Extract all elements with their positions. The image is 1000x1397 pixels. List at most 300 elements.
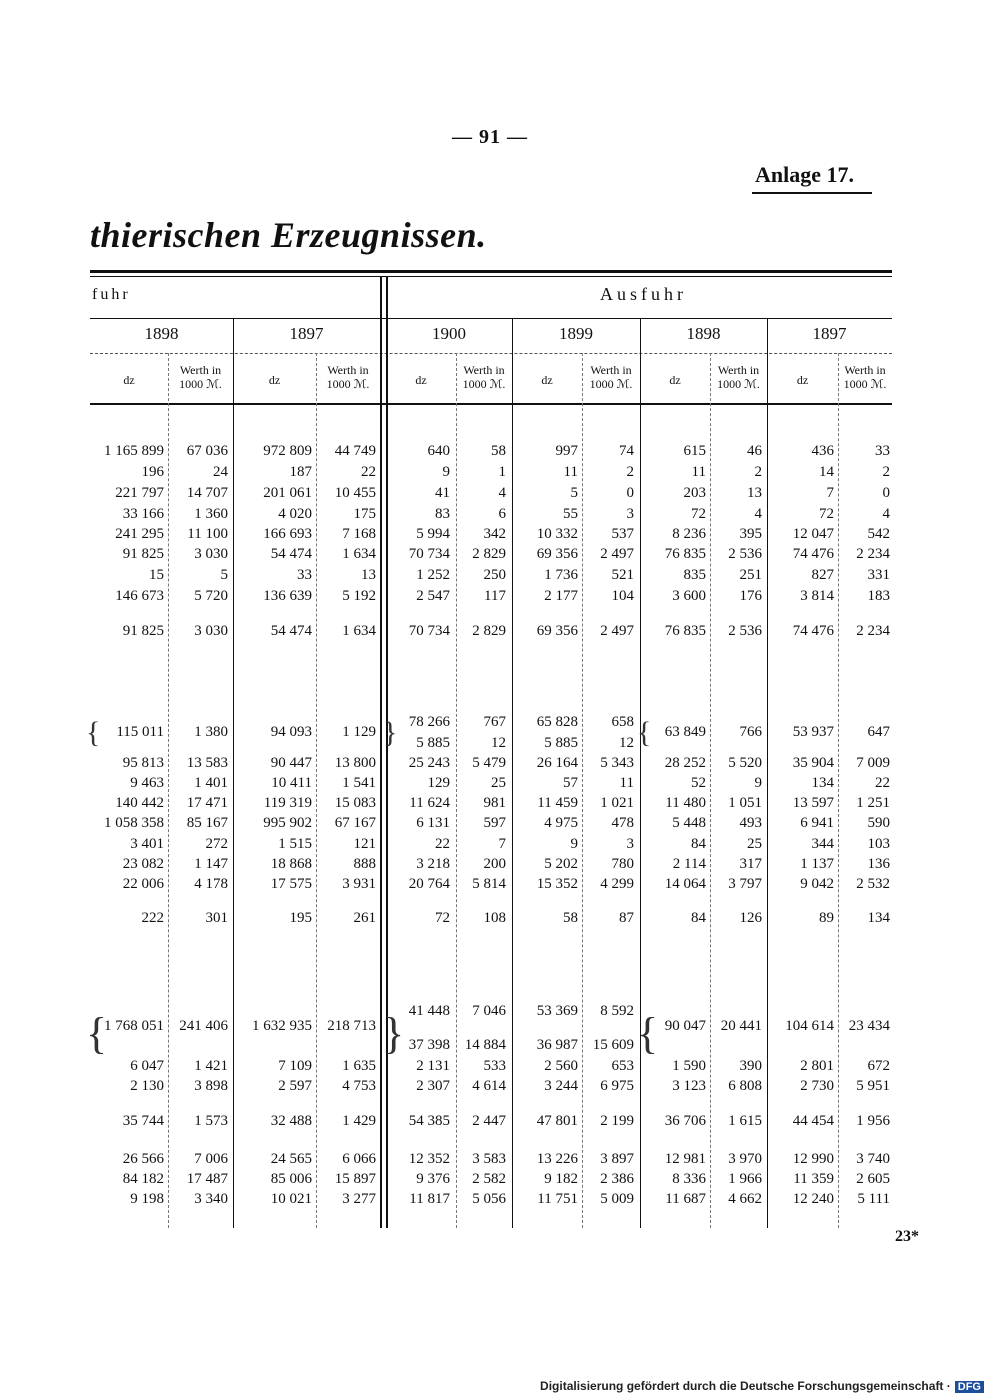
table-cell: 44 749 — [334, 443, 376, 459]
appendix-label: Anlage 17. — [755, 162, 854, 187]
table-cell: 2 801 — [800, 1058, 834, 1074]
table-cell: 57 — [563, 775, 578, 791]
table-cell: 53 937 — [792, 724, 834, 740]
table-cell: 8 336 — [672, 1171, 706, 1187]
table-cell: 12 — [619, 735, 634, 751]
table-cell: 54 385 — [408, 1113, 450, 1129]
table-cell: 2 131 — [416, 1058, 450, 1074]
table-cell: 10 021 — [270, 1191, 312, 1207]
table-cell: 14 884 — [464, 1037, 506, 1053]
table-cell: 2 447 — [472, 1113, 506, 1129]
table-cell: 5 009 — [600, 1191, 634, 1207]
table-cell: 222 — [141, 910, 164, 926]
table-cell: 9 — [570, 836, 578, 852]
table-cell: 590 — [867, 815, 890, 831]
table-cell: 183 — [867, 588, 890, 604]
table-cell: 3 — [626, 836, 634, 852]
table-cell: 4 — [882, 506, 890, 522]
table-cell: 767 — [483, 714, 506, 730]
table-cell: 3 600 — [672, 588, 706, 604]
table-cell: 200 — [483, 856, 506, 872]
header-rule-2 — [90, 353, 892, 354]
table-cell: 1 634 — [342, 546, 376, 562]
brace-mid-3: } — [383, 1009, 405, 1058]
year-header: 1897 — [812, 324, 847, 343]
table-cell: 9 198 — [130, 1191, 164, 1207]
table-cell: 33 166 — [122, 506, 164, 522]
table-cell: 6 131 — [416, 815, 450, 831]
table-cell: 537 — [611, 526, 634, 542]
table-cell: 3 340 — [194, 1191, 228, 1207]
table-cell: 2 199 — [600, 1113, 634, 1129]
table-cell: 10 411 — [271, 775, 312, 791]
table-cell: 5 814 — [472, 876, 506, 892]
table-cell: 2 307 — [416, 1078, 450, 1094]
table-cell: 250 — [483, 567, 506, 583]
year-header: 1898 — [144, 324, 179, 343]
table-cell: 9 463 — [130, 775, 164, 791]
table-cell: 0 — [882, 485, 890, 501]
table-cell: 493 — [739, 815, 762, 831]
table-cell: 1 058 358 — [104, 815, 164, 831]
table-cell: 1 632 935 — [252, 1018, 312, 1034]
table-cell: 76 835 — [664, 623, 706, 639]
table-cell: 14 064 — [664, 876, 706, 892]
table-cell: 10 455 — [334, 485, 376, 501]
table-cell: 5 720 — [194, 588, 228, 604]
table-cell: 33 — [297, 567, 312, 583]
table-cell: 3 — [626, 506, 634, 522]
table-cell: 54 474 — [270, 546, 312, 562]
table-cell: 103 — [867, 836, 890, 852]
table-cell: 25 — [491, 775, 506, 791]
signature-mark: 23* — [895, 1228, 919, 1245]
dfg-logo: DFG — [955, 1381, 984, 1393]
table-cell: 1 956 — [856, 1113, 890, 1129]
table-cell: 17 575 — [270, 876, 312, 892]
brace-mid-2: { — [637, 716, 652, 749]
table-cell: 640 — [427, 443, 450, 459]
table-cell: 176 — [739, 588, 762, 604]
table-cell: 91 825 — [122, 623, 164, 639]
table-cell: 20 441 — [720, 1018, 762, 1034]
table-cell: 7 006 — [194, 1151, 228, 1167]
table-cell: 218 713 — [327, 1018, 376, 1034]
table-cell: 3 030 — [194, 546, 228, 562]
table-cell: 2 130 — [130, 1078, 164, 1094]
table-cell: 15 609 — [592, 1037, 634, 1053]
table-cell: 23 082 — [122, 856, 164, 872]
table-cell: 521 — [611, 567, 634, 583]
table-cell: 187 — [289, 464, 312, 480]
table-cell: 26 566 — [122, 1151, 164, 1167]
table-cell: 1 380 — [194, 724, 228, 740]
table-cell: 241 406 — [179, 1018, 228, 1034]
table-cell: 6 975 — [600, 1078, 634, 1094]
table-cell: 8 592 — [600, 1003, 634, 1019]
table-cell: 1 021 — [600, 795, 634, 811]
table-cell: 658 — [611, 714, 634, 730]
table-cell: 2 605 — [856, 1171, 890, 1187]
table-cell: 108 — [483, 910, 506, 926]
table-cell: 4 — [754, 506, 762, 522]
table-cell: 390 — [739, 1058, 762, 1074]
table-cell: 2 582 — [472, 1171, 506, 1187]
table-cell: 542 — [867, 526, 890, 542]
table-cell: 4 020 — [278, 506, 312, 522]
value-header: Werth in 1000 ℳ. — [717, 363, 760, 391]
table-cell: 2 536 — [728, 623, 762, 639]
table-cell: 5 885 — [416, 735, 450, 751]
table-cell: 104 614 — [785, 1018, 834, 1034]
footer-text: Digitalisierung gefördert durch die Deutsche Forschungsgemeinschaft · — [540, 1379, 951, 1393]
table-cell: 221 797 — [115, 485, 164, 501]
table-cell: 7 — [498, 836, 506, 852]
table-cell: 15 897 — [334, 1171, 376, 1187]
table-cell: 84 — [691, 910, 706, 926]
table-cell: 5 056 — [472, 1191, 506, 1207]
table-cell: 1 635 — [342, 1058, 376, 1074]
brace-left-2: { — [86, 1009, 108, 1058]
table-cell: 28 252 — [664, 755, 706, 771]
table-cell: 13 800 — [334, 755, 376, 771]
table-cell: 1 515 — [278, 836, 312, 852]
table-cell: 196 — [141, 464, 164, 480]
table-cell: 69 356 — [536, 623, 578, 639]
table-cell: 54 474 — [270, 623, 312, 639]
table-cell: 134 — [811, 775, 834, 791]
table-cell: 6 808 — [728, 1078, 762, 1094]
table-cell: 3 814 — [800, 588, 834, 604]
table-cell: 780 — [611, 856, 634, 872]
table-cell: 41 — [435, 485, 450, 501]
table-cell: 2 597 — [278, 1078, 312, 1094]
table-cell: 6 941 — [800, 815, 834, 831]
table-cell: 121 — [353, 836, 376, 852]
table-cell: 195 — [289, 910, 312, 926]
table-cell: 9 — [442, 464, 450, 480]
table-cell: 2 234 — [856, 623, 890, 639]
table-cell: 17 487 — [186, 1171, 228, 1187]
table-cell: 647 — [867, 724, 890, 740]
dz-header: dz — [796, 373, 809, 387]
table-cell: 41 448 — [408, 1003, 450, 1019]
table-cell: 3 277 — [342, 1191, 376, 1207]
table-cell: 84 182 — [122, 1171, 164, 1187]
table-cell: 1 129 — [342, 724, 376, 740]
table-cell: 3 797 — [728, 876, 762, 892]
table-cell: 9 182 — [544, 1171, 578, 1187]
table-cell: 251 — [739, 567, 762, 583]
value-header: Werth in 1000 ℳ. — [462, 363, 506, 391]
table-cell: 3 123 — [672, 1078, 706, 1094]
table-cell: 6 — [498, 506, 506, 522]
table-cell: 1 590 — [672, 1058, 706, 1074]
table-cell: 7 — [826, 485, 834, 501]
dz-header: dz — [123, 373, 135, 387]
table-cell: 72 — [819, 506, 834, 522]
table-cell: 5 479 — [472, 755, 506, 771]
table-cell: 1 252 — [416, 567, 450, 583]
table-cell: 8 236 — [672, 526, 706, 542]
table-cell: 3 401 — [130, 836, 164, 852]
table-cell: 85 006 — [270, 1171, 312, 1187]
header-rule-3 — [90, 403, 892, 405]
table-cell: 13 597 — [792, 795, 834, 811]
table-cell: 4 662 — [728, 1191, 762, 1207]
table-cell: 25 — [747, 836, 762, 852]
table-cell: 11 480 — [665, 795, 706, 811]
table-cell: 17 471 — [186, 795, 228, 811]
table-cell: 2 497 — [600, 623, 634, 639]
table-cell: 12 352 — [408, 1151, 450, 1167]
table-cell: 5 448 — [672, 815, 706, 831]
table-cell: 4 753 — [342, 1078, 376, 1094]
table-cell: 13 226 — [536, 1151, 578, 1167]
table-cell: 4 614 — [472, 1078, 506, 1094]
table-cell: 119 319 — [263, 795, 312, 811]
table-cell: 136 639 — [263, 588, 312, 604]
table-cell: 2 536 — [728, 546, 762, 562]
table-cell: 1 573 — [194, 1113, 228, 1129]
table-cell: 33 — [875, 443, 890, 459]
table-cell: 55 — [563, 506, 578, 522]
table-cell: 597 — [483, 815, 506, 831]
table-cell: 7 109 — [278, 1058, 312, 1074]
table-cell: 3 898 — [194, 1078, 228, 1094]
table-cell: 72 — [435, 910, 450, 926]
table-cell: 74 476 — [792, 623, 834, 639]
table-cell: 888 — [353, 856, 376, 872]
table-cell: 972 809 — [263, 443, 312, 459]
table-cell: 835 — [683, 567, 706, 583]
brace-left-1: { — [86, 716, 101, 749]
table-cell: 1 615 — [728, 1113, 762, 1129]
table-cell: 58 — [491, 443, 506, 459]
table-cell: 11 — [619, 775, 634, 791]
table-cell: 3 583 — [472, 1151, 506, 1167]
table-cell: 2 — [882, 464, 890, 480]
table-cell: 3 740 — [856, 1151, 890, 1167]
table-cell: 5 — [570, 485, 578, 501]
table-cell: 2 — [626, 464, 634, 480]
table-cell: 117 — [484, 588, 506, 604]
table-cell: 1 360 — [194, 506, 228, 522]
table-cell: 89 — [819, 910, 834, 926]
table-cell: 24 565 — [270, 1151, 312, 1167]
table-cell: 2 560 — [544, 1058, 578, 1074]
table-cell: 13 583 — [186, 755, 228, 771]
table-cell: 5 885 — [544, 735, 578, 751]
table-cell: 63 849 — [664, 724, 706, 740]
table-cell: 2 730 — [800, 1078, 834, 1094]
table-top-rule — [90, 270, 892, 273]
table-cell: 136 — [867, 856, 890, 872]
table-cell: 22 — [435, 836, 450, 852]
table-cell: 6 047 — [130, 1058, 164, 1074]
table-cell: 91 825 — [122, 546, 164, 562]
table-cell: 9 042 — [800, 876, 834, 892]
table-cell: 10 332 — [536, 526, 578, 542]
table-cell: 104 — [611, 588, 634, 604]
table-cell: 20 764 — [408, 876, 450, 892]
table-cell: 201 061 — [263, 485, 312, 501]
table-cell: 22 — [875, 775, 890, 791]
table-cell: 13 — [361, 567, 376, 583]
table-cell: 272 — [205, 836, 228, 852]
table-cell: 129 — [427, 775, 450, 791]
header-import: fuhr — [92, 286, 131, 303]
table-cell: 5 111 — [857, 1191, 890, 1207]
table-cell: 35 744 — [122, 1113, 164, 1129]
table-cell: 22 — [361, 464, 376, 480]
table-cell: 301 — [205, 910, 228, 926]
table-cell: 11 687 — [665, 1191, 706, 1207]
table-cell: 3 030 — [194, 623, 228, 639]
table-cell: 36 706 — [664, 1113, 706, 1129]
table-cell: 1 768 051 — [104, 1018, 164, 1034]
table-cell: 5 202 — [544, 856, 578, 872]
value-header: Werth in 1000 ℳ. — [589, 363, 633, 391]
table-cell: 175 — [353, 506, 376, 522]
table-cell: 85 167 — [186, 815, 228, 831]
page-title: thierischen Erzeugnissen. — [90, 215, 487, 255]
value-header: Werth in 1000 ℳ. — [843, 363, 887, 391]
year-header: 1898 — [686, 324, 721, 343]
table-cell: 2 532 — [856, 876, 890, 892]
table-cell: 478 — [611, 815, 634, 831]
table-cell: 12 — [491, 735, 506, 751]
table-cell: 126 — [739, 910, 762, 926]
table-cell: 90 447 — [270, 755, 312, 771]
table-cell: 11 100 — [187, 526, 228, 542]
dz-header: dz — [415, 373, 427, 387]
table-cell: 4 — [498, 485, 506, 501]
table-cell: 37 398 — [408, 1037, 450, 1053]
table-cell: 14 707 — [186, 485, 228, 501]
table-cell: 1 429 — [342, 1113, 376, 1129]
table-cell: 1 421 — [194, 1058, 228, 1074]
table-cell: 15 352 — [536, 876, 578, 892]
table-cell: 1 251 — [856, 795, 890, 811]
table-cell: 22 006 — [122, 876, 164, 892]
table-cell: 5 520 — [728, 755, 762, 771]
table-cell: 32 488 — [270, 1113, 312, 1129]
table-cell: 615 — [683, 443, 706, 459]
table-cell: 11 817 — [409, 1191, 450, 1207]
table-cell: 12 990 — [792, 1151, 834, 1167]
table-cell: 2 829 — [472, 623, 506, 639]
table-cell: 76 835 — [664, 546, 706, 562]
table-cell: 15 083 — [334, 795, 376, 811]
table-cell: 70 734 — [408, 546, 450, 562]
table-cell: 2 547 — [416, 588, 450, 604]
table-cell: 12 240 — [792, 1191, 834, 1207]
table-cell: 261 — [353, 910, 376, 926]
table-cell: 203 — [683, 485, 706, 501]
table-cell: 3 931 — [342, 876, 376, 892]
table-cell: 134 — [867, 910, 890, 926]
table-cell: 331 — [867, 567, 890, 583]
table-cell: 53 369 — [536, 1003, 578, 1019]
table-cell: 146 673 — [115, 588, 164, 604]
table-cell: 74 — [619, 443, 634, 459]
table-cell: 1 541 — [342, 775, 376, 791]
table-cell: 58 — [563, 910, 578, 926]
table-cell: 766 — [739, 724, 762, 740]
table-cell: 5 — [220, 567, 228, 583]
table-cell: 2 497 — [600, 546, 634, 562]
table-cell: 5 192 — [342, 588, 376, 604]
table-cell: 78 266 — [408, 714, 450, 730]
table-cell: 0 — [626, 485, 634, 501]
table-cell: 24 — [213, 464, 228, 480]
table-cell: 12 047 — [792, 526, 834, 542]
table-cell: 166 693 — [263, 526, 312, 542]
table-cell: 997 — [555, 443, 578, 459]
table-cell: 7 046 — [472, 1003, 506, 1019]
table-cell: 11 459 — [537, 795, 578, 811]
table-cell: 827 — [811, 567, 834, 583]
table-cell: 2 114 — [672, 856, 706, 872]
table-cell: 7 009 — [856, 755, 890, 771]
year-header: 1900 — [432, 324, 466, 343]
table-cell: 317 — [739, 856, 762, 872]
table-cell: 344 — [811, 836, 834, 852]
table-cell: 2 829 — [472, 546, 506, 562]
table-cell: 3 897 — [600, 1151, 634, 1167]
table-cell: 533 — [483, 1058, 506, 1074]
table-cell: 69 356 — [536, 546, 578, 562]
table-cell: 52 — [691, 775, 706, 791]
table-cell: 1 401 — [194, 775, 228, 791]
table-cell: 18 868 — [270, 856, 312, 872]
appendix-underline — [752, 192, 872, 194]
table-cell: 9 — [754, 775, 762, 791]
table-cell: 342 — [483, 526, 506, 542]
table-cell: 9 376 — [416, 1171, 450, 1187]
table-cell: 14 — [819, 464, 834, 480]
table-cell: 12 981 — [664, 1151, 706, 1167]
table-cell: 11 751 — [537, 1191, 578, 1207]
table-cell: 5 951 — [856, 1078, 890, 1094]
table-cell: 1 — [498, 464, 506, 480]
year-header: 1899 — [559, 324, 593, 343]
footer-credit — [540, 1379, 984, 1393]
year-header: 1897 — [289, 324, 324, 343]
table-cell: 94 093 — [270, 724, 312, 740]
header-export: Ausfuhr — [600, 284, 687, 304]
header-rule-1 — [90, 318, 892, 319]
table-cell: 5 994 — [416, 526, 450, 542]
table-cell: 3 218 — [416, 856, 450, 872]
table-cell: 15 — [149, 567, 164, 583]
table-cell: 2 234 — [856, 546, 890, 562]
dz-header: dz — [541, 373, 553, 387]
table-cell: 1 165 899 — [104, 443, 164, 459]
table-cell: 72 — [691, 506, 706, 522]
table-cell: 70 734 — [408, 623, 450, 639]
table-cell: 995 902 — [263, 815, 312, 831]
table-cell: 11 — [691, 464, 706, 480]
table-cell: 2 177 — [544, 588, 578, 604]
table-cell: 84 — [691, 836, 706, 852]
table-top-rule-thin — [90, 276, 892, 277]
dz-header: dz — [669, 373, 681, 387]
table-cell: 1 137 — [800, 856, 834, 872]
table-cell: 2 386 — [600, 1171, 634, 1187]
table-cell: 65 828 — [536, 714, 578, 730]
